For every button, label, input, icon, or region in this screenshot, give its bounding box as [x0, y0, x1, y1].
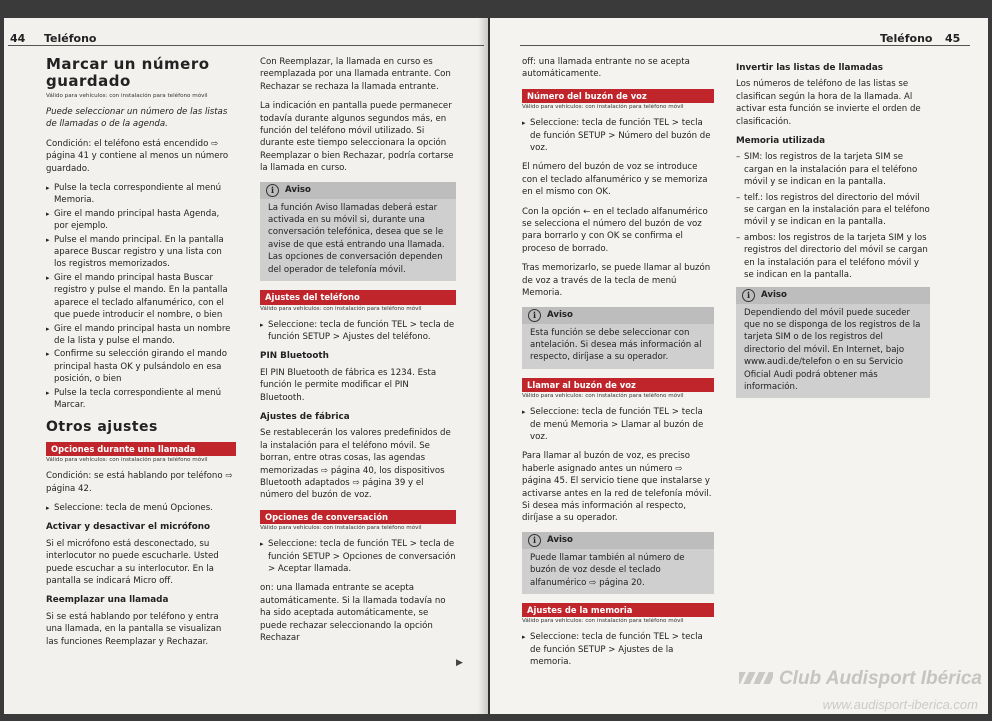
display-text: La indicación en pantalla puede permanecer todavía durante algunos segundos más, en función del teléfono móvil utilizado. Si durante este tiempo seleccionara la opción Reemplazar o bien Rechazar, podría cortarse la llamada en curso. — [260, 101, 454, 174]
subheading-memory-used: Memoria utilizada — [736, 136, 826, 147]
reject-text: Si se está hablando por teléfono y entra una llamada, en la pantalla se visualizan las funciones Reemplazar y Rechazar. — [46, 611, 222, 647]
step-item: ▸ Pulse el mando principal. En la pantalla aparece Buscar registro y una lista con los registros memorizados. — [46, 234, 236, 271]
mic-text: Si el micrófono está desconectado, su interlocutor no puede escucharle. Usted puede escuchar a su interlocutor. En la pantalla se indicará Micro off. — [46, 538, 219, 586]
club-logo-icon — [739, 672, 773, 684]
steps-call — [522, 406, 714, 443]
list-item: – SIM: los registros de la tarjeta SIM se cargan en la instalación para el teléfono móvil y se indican en la pantalla. — [736, 151, 930, 188]
section-title-marcar: Marcar un número guardado — [46, 55, 210, 90]
vm-text-1: El número del buzón de voz se introduce con el teclado alfanumérico y se memoriza en el mismo con OK. — [522, 162, 708, 198]
invert-text: Los números de teléfono de las listas se clasifican según la hora de la llamada. Al activar esta función se invierte el orden de clasificación. — [736, 79, 921, 127]
steps-vm — [522, 117, 714, 154]
steps-list-2 — [46, 502, 236, 514]
info-icon: i — [528, 309, 541, 322]
red-heading-voicemail: Número del buzón de voz — [522, 89, 714, 103]
steps-mem — [522, 631, 714, 668]
step-item: ▸ Seleccione: tecla de función TEL > tecla de función SETUP > Número del buzón de voz. — [522, 117, 714, 154]
watermark-text: Club Audisport Ibérica — [778, 668, 982, 689]
validity-note: Válido para vehículos: con instalación para teléfono móvil — [46, 93, 208, 99]
note-body: Esta función se debe seleccionar con antelación. Si desea más información al respecto, diríjase a su operador. — [530, 327, 702, 363]
validity-note: Válido para vehículos: con instalación para teléfono móvil — [260, 305, 422, 312]
steps-phone — [260, 319, 456, 344]
step-item: ▸ Seleccione: tecla de menú Opciones. — [46, 502, 236, 514]
validity-note: Válido para vehículos: con instalación para teléfono móvil — [522, 618, 684, 625]
memory-options-list — [736, 151, 930, 281]
step-item: ▸ Seleccione: tecla de función TEL > tecla de función SETUP > Ajustes del teléfono. — [260, 319, 456, 344]
header-rule-left — [8, 45, 484, 46]
subheading-factory: Ajustes de fábrica — [260, 411, 350, 422]
step-item: ▸ Seleccione: tecla de función TEL > tecla de función SETUP > Ajustes de la memoria. — [522, 631, 714, 668]
left-page — [4, 18, 488, 714]
note-title: Aviso — [761, 289, 787, 300]
right-column-2 — [736, 56, 930, 407]
intro-text: Puede seleccionar un número de las listas de llamadas o de la agenda. — [46, 107, 228, 130]
info-icon: i — [528, 534, 541, 547]
note-title: Aviso — [547, 309, 573, 320]
page-header-right: Teléfono — [880, 32, 933, 45]
step-item: ▸ Seleccione: tecla de función TEL > tecla de función SETUP > Opciones de conversación > Aceptar llamada. — [260, 538, 456, 575]
steps-list — [46, 182, 236, 411]
step-item: ▸ Gire el mando principal hasta Agenda, por ejemplo. — [46, 208, 236, 233]
note-body: Dependiendo del móvil puede suceder que no se disponga de los registros de la tarjeta SIM o de los registros del directorio del móvil. En Internet, bajo www.audi.de/telefon o en su Servicio Oficial Audi podrá obtener más información. — [744, 307, 921, 392]
note-box — [522, 307, 714, 369]
validity-note: Válido para vehículos: con instalación para teléfono móvil — [522, 104, 684, 111]
step-item: ▸ Gire el mando principal hasta Buscar registro y pulse el mando. En la pantalla aparece el teclado alfanumérico, con el que puede introducir el nombre, o bien — [46, 272, 236, 322]
page-header-left: Teléfono — [44, 32, 97, 45]
call-text: Para llamar al buzón de voz, es preciso haberle asignado antes un número ⇨ página 45. El servicio tiene que instalarse y activarse antes en la red de telefonía móvil. Si desea más información al respecto, diríjase a su operador. — [522, 451, 712, 524]
right-column-1 — [522, 56, 714, 676]
subheading-invert: Invertir las listas de llamadas — [736, 63, 884, 73]
left-column-2 — [260, 56, 456, 651]
vm-text-3: Tras memorizarlo, se puede llamar al buzón de voz a través de la tecla de menú Memoria. — [522, 263, 711, 299]
note-body: Puede llamar también al número de buzón de voz desde el teclado alfanumérico ⇨ página 20. — [530, 552, 685, 588]
condition-text: Condición: el teléfono está encendido ⇨ página 41 y contiene al menos un número guardado. — [46, 138, 229, 174]
subheading-mic: Activar y desactivar el micrófono — [46, 522, 211, 533]
red-heading-call-voicemail: Llamar al buzón de voz — [522, 378, 714, 392]
subheading-pin: PIN Bluetooth — [260, 351, 329, 362]
watermark-url: www.audisport-iberica.com — [822, 697, 978, 712]
note-title: Aviso — [547, 535, 573, 546]
continue-arrow-icon: ▶ — [456, 658, 463, 668]
step-item: ▸ Seleccione: tecla de función TEL > tecla de menú Memoria > Llamar al buzón de voz. — [522, 406, 714, 443]
red-heading-opciones: Opciones durante una llamada — [46, 442, 236, 456]
factory-text: Se restablecerán los valores predefinidos de la instalación para el teléfono móvil. Se borran, entre otras cosas, las agendas memorizadas ⇨ página 40, los dispositivos Bluetooth adaptados ⇨ página 39 y el número del buzón de voz. — [260, 428, 451, 501]
on-text: on: una llamada entrante se acepta automáticamente. Si la llamada todavía no ha sido aceptada automáticamente, se puede rechazar seleccionando la opción Rechazar — [260, 583, 446, 644]
step-item: ▸ Confirme su selección girando el mando principal hasta OK y pulsándolo en esa posición, o bien — [46, 348, 236, 385]
validity-note: Válido para vehículos: con instalación para teléfono móvil — [260, 525, 422, 532]
note-title: Aviso — [285, 184, 311, 195]
note-box — [522, 532, 714, 594]
page-number-right: 45 — [945, 32, 961, 45]
watermark — [739, 668, 982, 690]
section-title-otros: Otros ajustes — [46, 419, 158, 436]
header-rule-right — [520, 45, 970, 46]
vm-text-2: Con la opción ← en el teclado alfanumérico se selecciona el número del buzón de voz para borrarlo y con OK se confirma el proceso de borrado. — [522, 206, 708, 254]
subheading-reject: Reemplazar una llamada — [46, 595, 169, 606]
page-number-left: 44 — [10, 32, 26, 45]
step-item: ▸ Pulse la tecla correspondiente al menú Memoria. — [46, 182, 236, 207]
replace-text: Con Reemplazar, la llamada en curso es reemplazada por una llamada entrante. Con Rechazar se rechaza la llamada entrante. — [260, 57, 451, 92]
note-box — [260, 182, 456, 281]
red-heading-phone-settings: Ajustes del teléfono — [260, 290, 456, 304]
step-item: ▸ Pulse la tecla correspondiente al menú Marcar. — [46, 387, 236, 412]
note-box — [736, 287, 930, 399]
step-item: ▸ Gire el mando principal hasta un nombre de la lista y pulse el mando. — [46, 323, 236, 348]
validity-note: Válido para vehículos: con instalación para teléfono móvil — [46, 457, 208, 464]
pin-text: El PIN Bluetooth de fábrica es 1234. Esta función le permite modificar el PIN Bluetooth. — [260, 367, 437, 403]
left-column-1 — [46, 56, 236, 655]
note-body: La función Aviso llamadas deberá estar activada en su móvil si, durante una conversación telefónica, desea que se le avise de que está entrando una llamada. Las opciones de conversación dependen del operador de telefonía móvil. — [268, 202, 445, 275]
info-icon: i — [742, 289, 755, 302]
off-text: off: una llamada entrante no se acepta automáticamente. — [522, 57, 690, 80]
validity-note: Válido para vehículos: con instalación para teléfono móvil — [522, 393, 684, 400]
info-icon: i — [266, 184, 279, 197]
condition-text-2: Condición: se está hablando por teléfono ⇨ página 42. — [46, 471, 233, 494]
steps-conv — [260, 538, 456, 575]
red-heading-conversation: Opciones de conversación — [260, 510, 456, 524]
list-item: – telf.: los registros del directorio del móvil se cargan en la instalación para el teléfono móvil y se indican en la pantalla. — [736, 192, 930, 229]
red-heading-memory: Ajustes de la memoria — [522, 603, 714, 617]
list-item: – ambos: los registros de la tarjeta SIM y los registros del directorio del móvil se cargan en la instalación para el teléfono móvil y se indican en la pantalla. — [736, 232, 930, 282]
right-page — [490, 18, 988, 714]
